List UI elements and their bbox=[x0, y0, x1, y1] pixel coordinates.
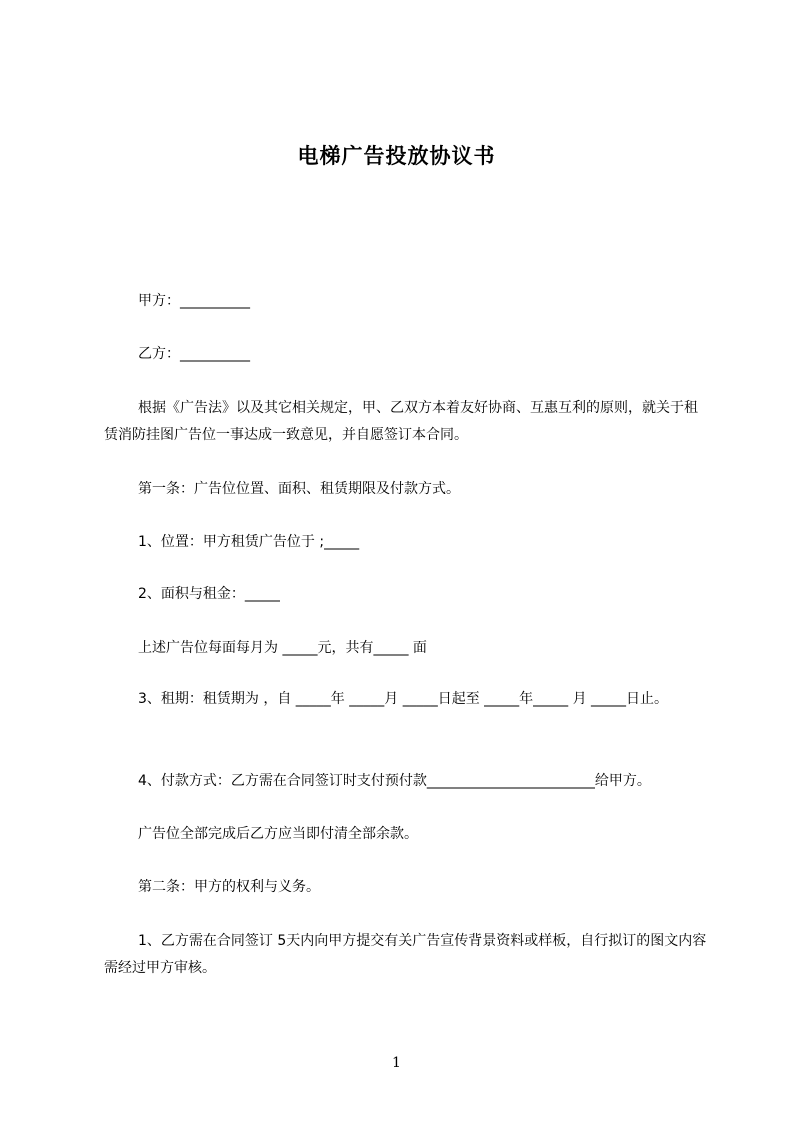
article-1-heading: 第一条：广告位位置、面积、租赁期限及付款方式。 bbox=[138, 481, 460, 497]
party-a-line: 甲方：__________ bbox=[138, 293, 250, 309]
article-2-heading: 第二条：甲方的权利与义务。 bbox=[138, 879, 320, 895]
document-title: 电梯广告投放协议书 bbox=[297, 144, 496, 168]
monthly-price-line: 上述广告位每面每月为 _____元，共有_____ 面 bbox=[138, 640, 427, 656]
rental-term-item: 3、租期：租赁期为 ，自 _____年 _____月 _____日起至 _____年_____ 月 _____日止。 bbox=[138, 691, 669, 707]
page-number: 1 bbox=[392, 1055, 401, 1071]
article-2-item-1: 1、乙方需在合同签订 5天内向甲方提交有关广告宣传背景资料或样板，自行拟订的图文内容需经过甲方审核。 bbox=[104, 933, 707, 976]
payment-method-item: 4、付款方式：乙方需在合同签订时支付预付款________________________给甲方。 bbox=[138, 773, 651, 789]
balance-note: 广告位全部完成后乙方应当即付清全部余款。 bbox=[138, 826, 418, 842]
location-item: 1、位置：甲方租赁广告位于 ;_____ bbox=[138, 534, 360, 550]
area-rent-item: 2、面积与租金：_____ bbox=[138, 586, 280, 602]
intro-paragraph: 根据《广告法》以及其它相关规定，甲、乙双方本着友好协商、互惠互利的原则，就关于租赁消防挂图广告位一事达成一致意见，并自愿签订本合同。 bbox=[104, 400, 698, 443]
party-b-line: 乙方：__________ bbox=[138, 346, 250, 362]
